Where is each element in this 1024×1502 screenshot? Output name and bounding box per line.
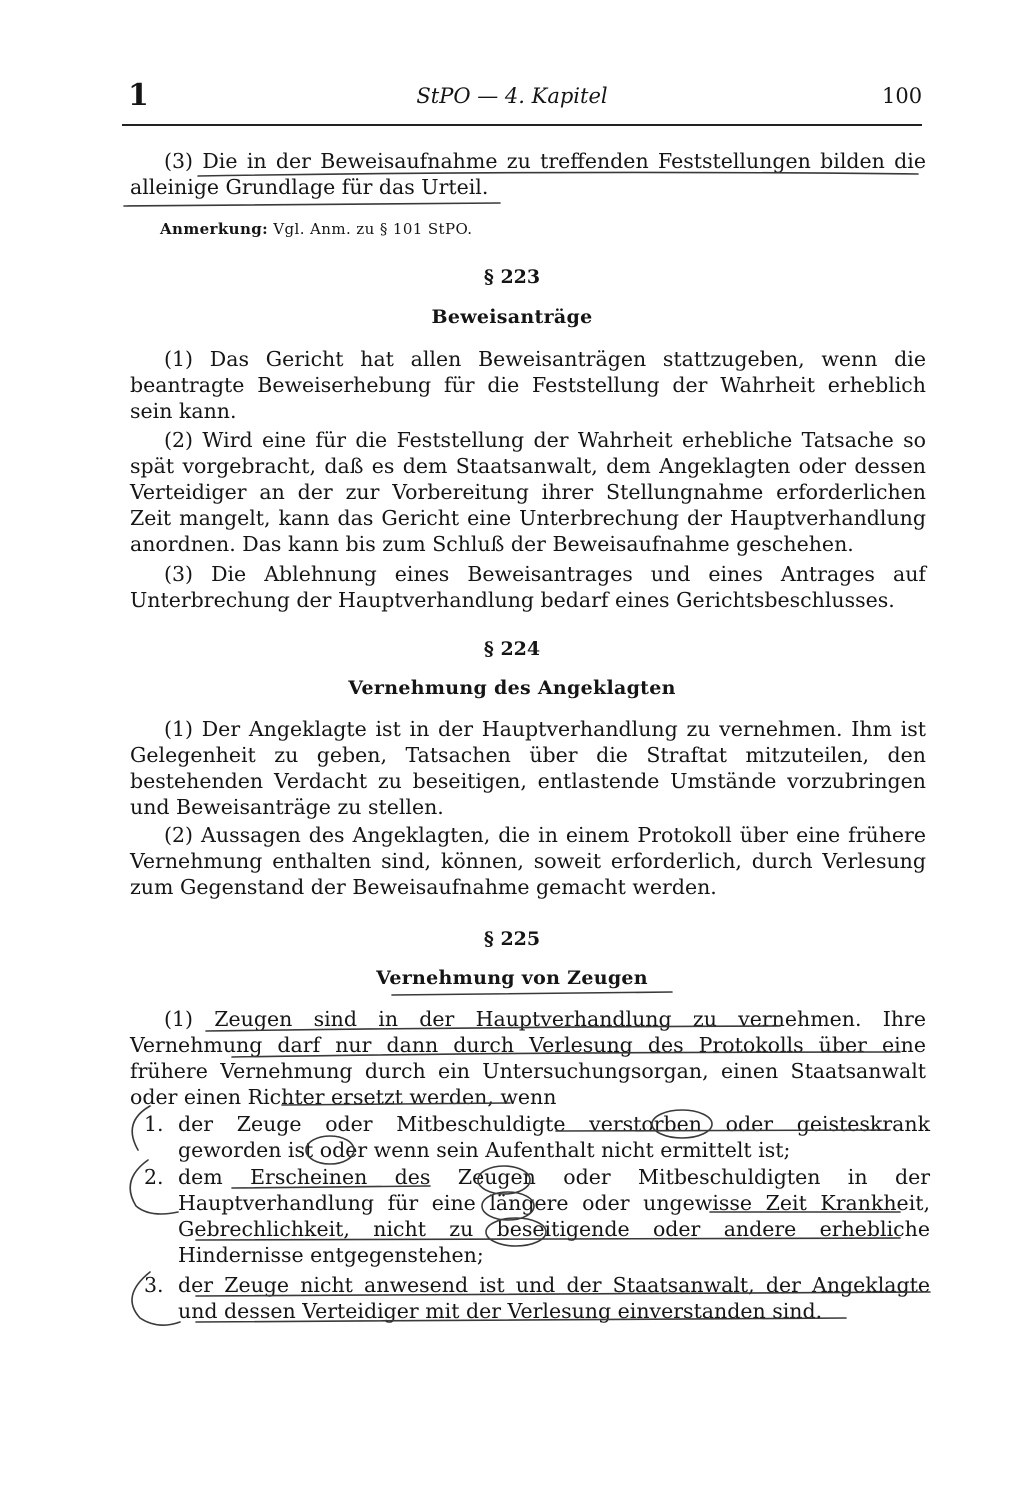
list-item-number: 2. xyxy=(144,1165,164,1189)
note-label: Anmerkung: xyxy=(160,220,269,238)
section-224-para-2: (2) Aussagen des Angeklagten, die in einem Protokoll über eine frühere Vernehmung enthalten sind, können, soweit erforderlich, durch Verlesung zum Gegenstand der Beweisaufnahme gemacht werden. xyxy=(130,823,926,899)
section-224-number: § 224 xyxy=(483,638,541,660)
section-224-title: Vernehmung des Angeklagten xyxy=(348,677,676,699)
section-225-number: § 225 xyxy=(483,928,541,950)
section-225-title: Vernehmung von Zeugen xyxy=(376,967,648,989)
section-223-number: § 223 xyxy=(483,266,541,288)
pencil-underline xyxy=(124,203,500,206)
section-223-para-3: (3) Die Ablehnung eines Beweisantrages und eines Antrages auf Unterbrechung der Hauptverhandlung bedarf eines Gerichtsbeschlusses. xyxy=(130,562,926,612)
pencil-underline xyxy=(392,992,672,995)
list-item-text: der Zeuge nicht anwesend ist und der Staatsanwalt, der Angeklagte und dessen Verteidiger mit der Verlesung einverstanden sind. xyxy=(178,1273,930,1323)
annotation-note xyxy=(160,220,472,238)
list-item-text: der Zeuge oder Mitbeschuldigte verstorben oder geisteskrank geworden ist oder wenn sein Aufenthalt nicht ermittelt ist; xyxy=(178,1112,930,1162)
section-223-para-1: (1) Das Gericht hat allen Beweisanträgen stattzugeben, wenn die beantragte Beweiserhebung für die Feststellung der Wahrheit erheblich sein kann. xyxy=(130,347,926,423)
chapter-number: 1 xyxy=(128,78,149,113)
header-rule xyxy=(122,124,922,126)
list-item-number: 3. xyxy=(144,1273,164,1297)
list-item xyxy=(130,1272,930,1324)
page-number: 100 xyxy=(882,84,923,108)
section-224-para-1: (1) Der Angeklagte ist in der Hauptverhandlung zu vernehmen. Ihm ist Gelegenheit zu geben, Tatsachen über die Straftat mitzuteilen, den bestehenden Verdacht zu beseitigen, entlastende Umstände vorzubringen und Beweisanträge zu stellen. xyxy=(130,717,926,819)
section-223-title: Beweisanträge xyxy=(431,306,593,328)
paragraph-3-urteil: (3) Die in der Beweisaufnahme zu treffenden Feststellungen bilden die alleinige Grundlage für das Urteil. xyxy=(130,149,926,199)
list-item-text: dem Erscheinen des Zeugen oder Mitbeschuldigten in der Hauptverhandlung für eine längere oder ungewisse Zeit Krankheit, Gebrechlichkeit, nicht zu beseitigende oder andere erhebliche Hindernisse entgegenstehen; xyxy=(178,1165,930,1267)
section-225-para-1: (1) Zeugen sind in der Hauptverhandlung zu vernehmen. Ihre Vernehmung darf nur dann durch Verlesung des Protokolls über eine frühere Vernehmung durch ein Untersuchungsorgan, einen Staatsanwalt oder einen Richter ersetzt werden, wenn xyxy=(130,1007,926,1109)
list-item xyxy=(130,1111,930,1163)
note-text: Vgl. Anm. zu § 101 StPO. xyxy=(273,220,473,238)
list-item xyxy=(130,1164,930,1268)
running-title: StPO — 4. Kapitel xyxy=(416,84,608,108)
list-item-number: 1. xyxy=(144,1112,164,1136)
section-223-para-2: (2) Wird eine für die Feststellung der Wahrheit erhebliche Tatsache so spät vorgebracht, daß es dem Staatsanwalt, dem Angeklagten oder dessen Verteidiger an der zur Vorbereitung ihrer Stellungnahme erforderlichen Zeit mangelt, kann das Gericht eine Unterbrechung der Hauptverhandlung anordnen. Das kann bis zum Schluß der Beweisaufnahme geschehen. xyxy=(130,428,926,556)
